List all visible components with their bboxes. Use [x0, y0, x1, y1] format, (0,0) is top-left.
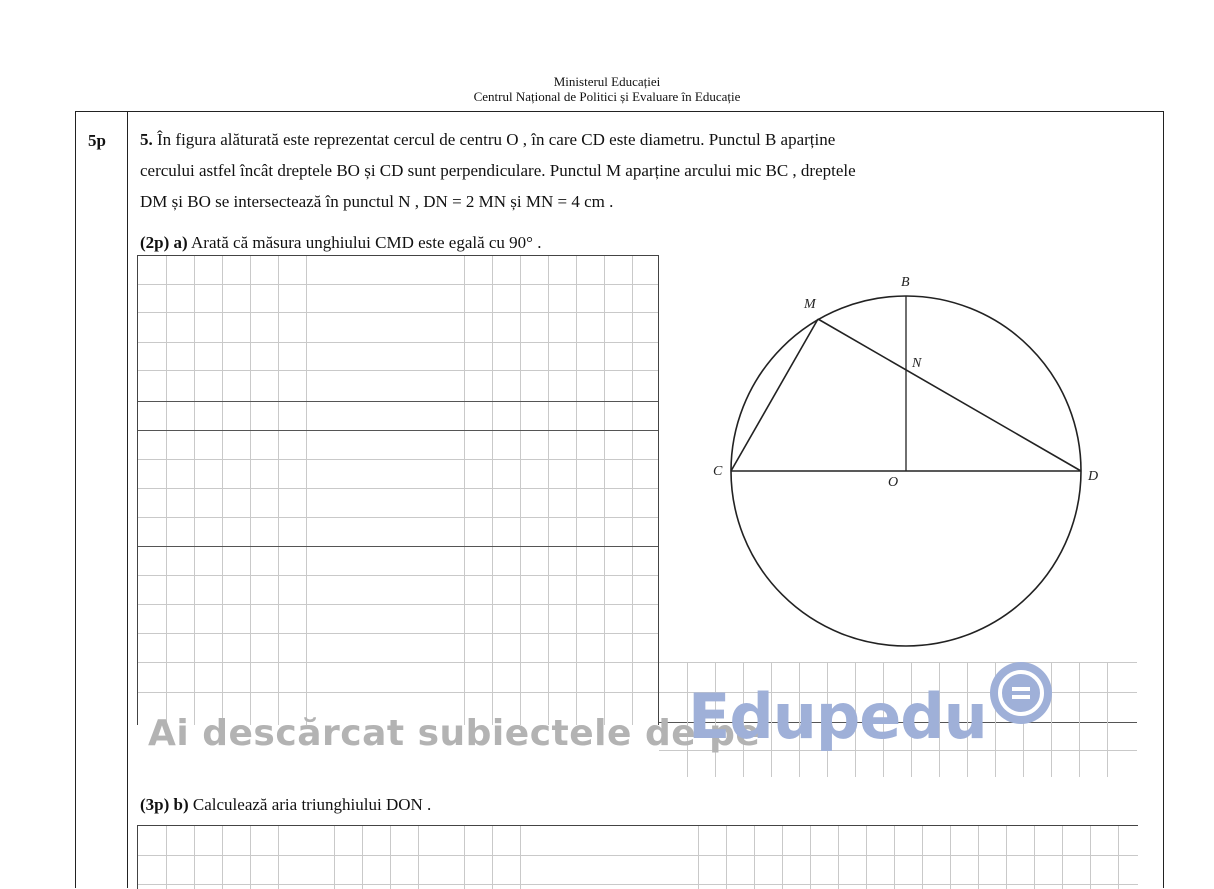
problem-number: 5.: [140, 130, 153, 149]
label-n: N: [912, 356, 922, 371]
answer-grid-b[interactable]: [137, 825, 1138, 889]
problem-statement: [140, 130, 835, 150]
answer-grid-a[interactable]: [137, 255, 659, 725]
part-b-points: (3p): [140, 795, 170, 814]
right-rule: [1163, 111, 1164, 888]
ministry-title: Ministerul Educației: [553, 74, 661, 89]
watermark-text: Ai descărcat subiectele de pe: [148, 713, 761, 754]
edupedu-logo-icon: [988, 660, 1054, 726]
problem-points: 5p: [88, 131, 106, 150]
left-rule: [75, 111, 76, 888]
center-title: Centrul Național de Politici și Evaluare în Educație: [473, 89, 741, 104]
circle-figure: [700, 270, 1120, 670]
part-a: [140, 233, 541, 253]
label-m: M: [804, 297, 816, 312]
label-o: O: [888, 475, 899, 490]
statement-line-2: cercului astfel încât dreptele BO și CD sunt perpendiculare. Punctul M aparține arcului mic BC , dreptele: [140, 161, 856, 180]
part-a-points: (2p): [140, 233, 170, 252]
segment-cm: [731, 319, 818, 471]
label-c: C: [713, 464, 723, 479]
top-rule: [75, 111, 1164, 112]
part-a-label: a): [173, 233, 188, 252]
part-b-text: Calculează aria triunghiului DON .: [192, 795, 432, 814]
label-b: B: [901, 275, 910, 290]
part-a-text: Arată că măsura unghiului CMD este egală cu 90° .: [191, 233, 542, 252]
watermark-brand: Edupedu: [688, 680, 987, 753]
part-b-label: b): [173, 795, 189, 814]
label-d: D: [1088, 469, 1099, 484]
segment-md: [818, 319, 1081, 471]
statement-line-1: În figura alăturată este reprezentat cercul de centru O , în care CD este diametru. Punctul B aparține: [157, 130, 836, 149]
statement-line-3: DM și BO se intersectează în punctul N , DN = 2 MN și MN = 4 cm .: [140, 192, 614, 211]
points-column-rule: [127, 111, 128, 888]
part-b: [140, 795, 431, 815]
